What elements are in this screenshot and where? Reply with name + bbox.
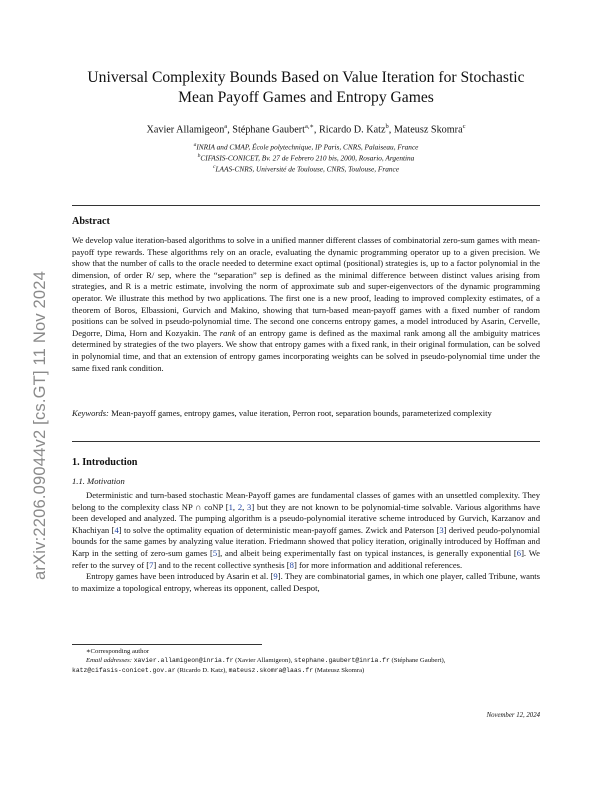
citation-link[interactable]: 4 bbox=[114, 524, 119, 535]
author-name: Xavier Allamigeon bbox=[146, 124, 225, 136]
keywords bbox=[72, 408, 540, 420]
corresponding-note: ∗Corresponding author bbox=[86, 648, 150, 655]
arxiv-sidebar bbox=[30, 200, 50, 580]
affiliation-mark: b bbox=[197, 152, 201, 159]
email-owner: (Ricardo D. Katz), bbox=[177, 666, 227, 674]
abstract-paragraph-tail: of an entropy game is defined as the maximal rank among all the ambiguity matrices determined by strategies of the two players. We show that entropy games with a fixed rank, in their original formulation, can be solved in polynomial time, and that an extension of entropy games incorporating weights can be solved in pseudo-polynomial time under the same fixed rank condition. bbox=[72, 327, 540, 373]
citation-link[interactable]: 8 bbox=[289, 559, 294, 570]
abstract-top-rule bbox=[72, 205, 540, 206]
email-note-cont bbox=[72, 666, 540, 675]
citation-link[interactable]: 2 bbox=[237, 501, 243, 512]
paper-title: Universal Complexity Bounds Based on Value Iteration for Stochastic Mean Payoff Games and Entropy Games bbox=[87, 69, 525, 106]
keywords-list: Mean-payoff games, entropy games, value iteration, Perron root, separation bounds, parameterized complexity bbox=[111, 408, 492, 418]
motivation-subheading: 1.1. Motivation bbox=[72, 476, 125, 486]
affiliation-line bbox=[72, 152, 540, 163]
keywords-label: Keywords: bbox=[72, 408, 109, 418]
affiliation-line bbox=[72, 141, 540, 152]
email-link[interactable]: mateusz.skomra@laas.fr bbox=[228, 666, 314, 674]
author-mark: b bbox=[385, 123, 389, 130]
author-name: Ricardo D. Katz bbox=[319, 124, 386, 136]
abstract-heading: Abstract bbox=[72, 216, 110, 227]
footnotes bbox=[72, 647, 540, 675]
intro-paragraph-2: Entropy games have been introduced by Asarin et al. [9]. They are combinatorial games, in which one player, called Tribune, wants to maximize a topological entropy, whereas its opponent, called Despot, bbox=[72, 571, 540, 593]
intro-paragraph-1: Deterministic and turn-based stochastic Mean-Payoff games are fundamental classes of games with an unsettled complexity. They belong to the complexity class NP ∩ coNP [1, 2, 3] but they are not known to be polynomial-time solvable. Various algorithms have been developed and analyzed. The pumping algorithm is a pseudo-polynomial iterative scheme introduced by Gurvich, Karzanov and Khachiyan [4] to solve the optimality equation of deterministic mean-payoff games. Zwick and Paterson [3] derived peudo-polynomial bounds for the same games by analyzing value iteration. Friedmann showed that policy iteration, originally introduced by Hoffman and Karp in the setting of zero-sum games [5], and albeit being experimentally fast on typical instances, is generally exponential [6]. We refer to the survey of [7] and to the recent collective synthesis [8] for more information and additional references. bbox=[72, 490, 541, 570]
rank-term: rank bbox=[219, 327, 236, 338]
citation-link[interactable]: 1 bbox=[228, 501, 233, 512]
footnote-rule bbox=[72, 644, 262, 645]
abstract-paragraph: We develop value iteration-based algorithms to solve in a unified manner different classes of combinatorial zero-sum games with mean-payoff type rewards. These algorithms rely on an oracle, evaluating the dynamic programming operator up to a given precision. We show that the number of calls to the oracle needed to determine exact optimal (positional) strategies is, up to a factor polynomial in the dimension, of order R/ sep, where the “separation” sep is defined as the minimal difference between distinct values arising from strategies, and R is a metric estimate, involving the norm of approximate sub and super-eigenvectors of the dynamic programming operator. We illustrate this method by two applications. The first one is a new proof, leading to improved complexity estimates, of a theorem of Boros, Elbassioni, Gurvich and Makino, showing that turn-based mean-payoff games with a fixed number of random positions can be solved in pseudo-polynomial time. The second one concerns entropy games, a model introduced by Asarin, Cervelle, Degorre, Dima, Horn and Kozyakin. The bbox=[72, 235, 540, 338]
author-mark: a bbox=[224, 123, 228, 130]
author-name: Stéphane Gaubert bbox=[232, 124, 305, 136]
arxiv-stamp: arXiv:2206.09044v2 [cs.GT] 11 Nov 2024 bbox=[31, 270, 49, 580]
email-owner: (Mateusz Skomra) bbox=[314, 666, 365, 674]
email-link[interactable]: stephane.gaubert@inria.fr bbox=[293, 657, 390, 665]
affiliation-mark: a bbox=[193, 142, 197, 148]
citation-link[interactable]: 5 bbox=[212, 547, 218, 558]
citation-link[interactable]: 3 bbox=[439, 524, 444, 535]
affiliation-text: LAAS-CNRS, Université de Toulouse, CNRS, Toulouse, France bbox=[215, 164, 399, 174]
affiliation-mark: c bbox=[213, 163, 216, 170]
author-mark: a,∗ bbox=[304, 123, 314, 130]
affiliation-text: INRIA and CMAP, École polytechnique, IP Paris, CNRS, Palaiseau, France bbox=[196, 142, 419, 152]
introduction-text bbox=[72, 490, 540, 594]
author-mark: c bbox=[462, 123, 466, 130]
preprint-date: November 12, 2024 bbox=[486, 712, 540, 719]
citation-link[interactable]: 9 bbox=[273, 571, 278, 582]
introduction-heading: 1. Introduction bbox=[72, 457, 138, 468]
affiliation-line bbox=[72, 163, 540, 174]
email-owner: (Stéphane Gaubert), bbox=[391, 657, 446, 665]
citation-link[interactable]: 6 bbox=[516, 547, 522, 558]
email-label: Email addresses: bbox=[86, 657, 133, 665]
email-owner: (Xavier Allamigeon), bbox=[235, 657, 293, 665]
author-name: Mateusz Skomra bbox=[393, 124, 463, 136]
citation-link[interactable]: 7 bbox=[149, 559, 154, 570]
abstract-bottom-rule bbox=[72, 441, 540, 442]
author-line: Xavier Allamigeon$^a$, Stéphane Gaubert$^{a,∗}$, Ricardo D. Katz$^b$, Mateusz Skomra$^c$ bbox=[146, 123, 466, 136]
citation-link[interactable]: 3 bbox=[247, 501, 252, 512]
email-note bbox=[72, 656, 540, 665]
email-link[interactable]: xavier.allamigeon@inria.fr bbox=[133, 657, 234, 665]
affiliations bbox=[72, 141, 540, 173]
abstract-text bbox=[72, 235, 540, 374]
email-link[interactable]: katz@cifasis-conicet.gov.ar bbox=[72, 666, 176, 674]
affiliation-text: CIFASIS-CONICET, Bv. 27 de Febrero 210 bis, 2000, Rosario, Argentina bbox=[200, 153, 415, 163]
